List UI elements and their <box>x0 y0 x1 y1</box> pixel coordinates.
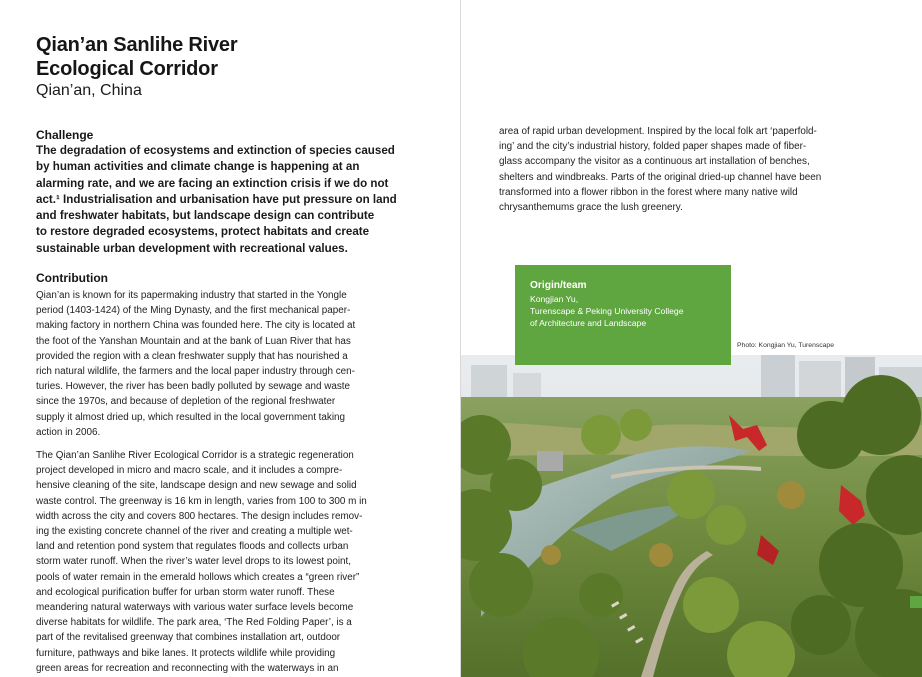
challenge-line: to restore degraded ecosystems, protect habitats and create <box>36 225 370 239</box>
text-line: furniture, pathways and bike lanes. It protects wildlife while providing <box>36 647 336 659</box>
text-line: chrysanthemums grace the lush greenery. <box>499 202 683 214</box>
origin-team-box <box>515 265 731 365</box>
park-landscape-image <box>461 355 922 677</box>
contribution-heading: Contribution <box>36 271 108 285</box>
challenge-heading: Challenge <box>36 128 94 142</box>
text-line: hensive cleaning of the site, landscape design and new sewage and solid <box>36 480 357 492</box>
text-line: rich natural wildlife, the farmers and the local paper industry through cen- <box>36 366 355 378</box>
challenge-line: by human activities and climate change is happening at an <box>36 160 360 174</box>
text-line: meandering natural waterways with various water surface levels become <box>36 602 354 614</box>
title-line-2: Ecological Corridor <box>36 58 218 80</box>
corridor-photo <box>461 355 922 677</box>
text-line: since the 1970s, and because of depletion of the regional freshwater <box>36 396 336 408</box>
text-line: part of the revitalised greenway that combines installation art, outdoor <box>36 632 341 644</box>
challenge-line: alarming rate, and we are facing an extinction crisis if we do not <box>36 176 389 190</box>
text-line: making factory in northern China was founded here. The city is located at <box>36 320 356 332</box>
text-line: width across the city and covers 800 hectares. The design includes remov- <box>36 510 363 522</box>
text-line: waste control. The greenway is 16 km in length, varies from 100 to 300 m in <box>36 495 367 507</box>
contribution-paragraph-2 <box>36 448 408 676</box>
challenge-line: and freshwater habitats, but landscape design can contribute <box>36 209 375 223</box>
text-line: ing’ and the city’s industrial history, folded paper shapes made of fiber- <box>499 141 807 153</box>
origin-team-line: Kongjian Yu, <box>530 294 579 304</box>
challenge-line: sustainable urban development with recreational values. <box>36 241 348 255</box>
location-subtitle: Qian’an, China <box>36 82 142 99</box>
challenge-text <box>36 143 408 257</box>
text-line: the foot of the Yanshan Mountain and at the bank of Luan River that has <box>36 335 351 347</box>
text-line: project developed in micro and macro scale, and it includes a compre- <box>36 465 343 477</box>
contribution-continuation <box>499 124 889 215</box>
origin-team-heading: Origin/team <box>530 280 587 291</box>
page-title <box>36 33 237 81</box>
text-line: glass accompany the visitor as a continuous art installation of benches, <box>499 156 810 168</box>
right-page <box>461 0 922 677</box>
text-line: green areas for recreation and reconnecting with the waterways in an <box>36 662 339 674</box>
contribution-paragraph-1 <box>36 288 408 440</box>
text-line: period (1403-1424) of the Ming Dynasty, and the first mechanical paper- <box>36 305 351 317</box>
text-line: Qian’an is known for its papermaking industry that started in the Yongle <box>36 290 347 301</box>
text-line: turies. However, the river has been badly polluted by sewage and waste <box>36 381 350 393</box>
text-line: supply it almost dried up, which resulted in the local government taking <box>36 411 346 423</box>
text-line: ing the existing concrete channel of the river and creating a multiple wet- <box>36 526 353 538</box>
text-line: diverse habitats for wildlife. The park area, ‘The Red Folding Paper’, is a <box>36 617 352 629</box>
text-line: shelters and windbreaks. Parts of the original dried-up channel have been <box>499 171 822 183</box>
origin-team-line: of Architecture and Landscape <box>530 318 647 328</box>
section-marker-tab <box>910 596 922 608</box>
text-line: storm water runoff. When the river’s water level drops to its lowest point, <box>36 556 352 568</box>
text-line: The Qian’an Sanlihe River Ecological Corridor is a strategic regeneration <box>36 450 354 461</box>
photo-credit: Photo: Kongjian Yu, Turenscape <box>737 342 834 349</box>
left-page <box>0 0 460 677</box>
text-line: and ecological purification buffer for urban storm water runoff. These <box>36 586 335 598</box>
text-line: area of rapid urban development. Inspired by the local folk art ‘paperfold- <box>499 126 817 137</box>
text-line: action in 2006. <box>36 426 101 438</box>
text-line: pools of water remain in the emerald hollows which creates a “green river” <box>36 571 360 583</box>
origin-team-line: Turenscape & Peking University College <box>530 306 684 316</box>
text-line: transformed into a flower ribbon in the forest where many native wild <box>499 186 798 198</box>
challenge-line: The degradation of ecosystems and extinction of species caused <box>36 144 395 157</box>
challenge-line: act.¹ Industrialisation and urbanisation have put pressure on land <box>36 192 397 206</box>
text-line: land and retention pond system that regulates floods and collects urban <box>36 541 349 553</box>
title-line-1: Qian’an Sanlihe River <box>36 34 238 56</box>
text-line: provided the region with a clean freshwater supply that has nourished a <box>36 350 348 362</box>
